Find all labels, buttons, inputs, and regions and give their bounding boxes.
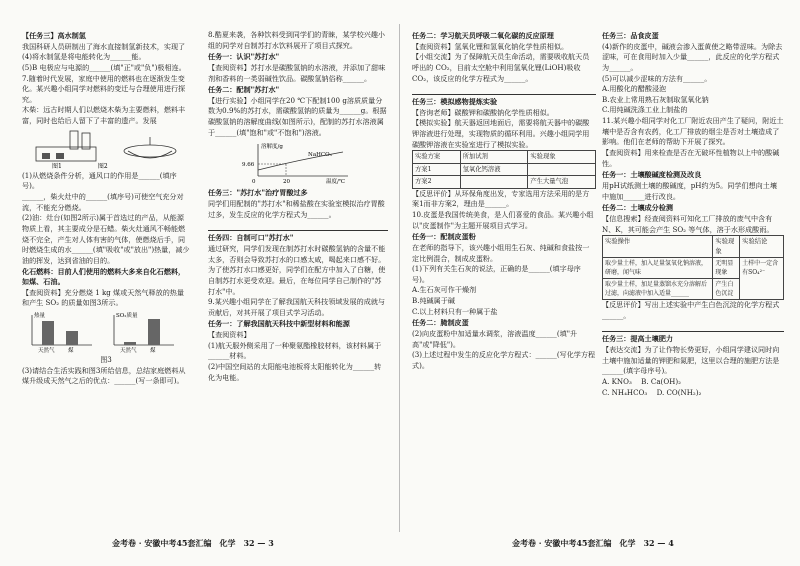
footer-left: 金考卷 · 安徽中考45套汇编 化学 32 — 3 [112, 538, 274, 548]
bar-label: 天然气 [38, 348, 55, 354]
answer-line[interactable] [602, 321, 784, 332]
paragraph: 【查阅资料】氢氧化锂和氢氧化钠化学性质相似。 [412, 41, 569, 51]
bar-coal-so2 [148, 319, 160, 345]
question: (2)向皮蛋粉中加适量水调浆，溶液温度______(填"升高"或"降低")。 [412, 329, 578, 349]
stove-figures [22, 129, 190, 169]
paragraph: 【查阅资料】充分燃烧 1 kg 煤或天然气释放的热量和产生 SO₂ 的质量如图3所示。 [22, 287, 184, 308]
curve-xlabel: 温度/℃ [326, 179, 346, 186]
question: (5)可以减少涩味的方法有______。 [602, 73, 712, 83]
table-cell: 产生白色沉淀 [713, 279, 740, 300]
table-cell[interactable]: 取少量土样，加足量蒸馏水充分溶解后过滤，向滤液中加入适量______ [603, 279, 713, 300]
paragraph: 【查阅资料】苏打水是碳酸氢钠的水溶液，并添加了甜味剂和香料的一类弱碱性饮品。碳酸氢钠俗称______。 [208, 62, 386, 83]
column-2 [208, 30, 388, 383]
question-intro: 7.随着时代发展，家庭中使用的燃料也在逐渐发生变化。某兴趣小组同学对燃料的变迁与合理使用进行探究。 [22, 73, 186, 104]
page-divider [399, 24, 400, 532]
task-heading: 任务二：土壤成分检测 [602, 203, 673, 213]
task-heading: 【任务三】高水制氢 [22, 31, 86, 40]
bar-label: 煤 [68, 348, 74, 354]
option[interactable]: B. Ca(OH)₂ [641, 376, 681, 386]
option[interactable]: A.用酸化的醋酸浸泡 [602, 84, 667, 94]
figure-caption: 图3 [100, 355, 112, 365]
question: (1)从燃烧条件分析，通风口的作用是______(填序号)。 [22, 170, 177, 191]
paragraph: 【信息搜索】经查阅资料可知化工厂排放的废气中含有 N、K，其可能会产生 SO₂ 等气体，溶于水形成酸雨。 [602, 213, 774, 234]
bar-coal-heat [66, 331, 78, 345]
paragraph: 通过研究，同学们发现在制苏打水时碳酸氢钠的含量不能太多，否则会导致苏打水的口感太咸，喝起来口感不好。为了使苏打水口感更好，同学们在配方中加入了白糖，使自制苏打水更受欢迎。最后，在每位同学自己制作的"苏打水"中。 [208, 243, 386, 296]
curve-ylabel: 溶解度/g [261, 144, 283, 151]
options-row [602, 377, 784, 388]
table-header: 实验现象 [713, 236, 740, 258]
question: (2)中国空间站的太阳能电池板将太阳能转化为______转化为电能。 [208, 362, 382, 382]
paragraph: 【反思评价】写出上述实验中产生白色沉淀的化学方程式______。 [602, 300, 780, 320]
table-cell[interactable] [460, 176, 528, 188]
table-cell: 无明显现象 [713, 258, 740, 279]
question: (4)新作的皮蛋中，碱液会渗入蛋黄使之略带涩味。为除去涩味，可在食用时加入少量______，此反应的化学方程式为______。 [602, 41, 783, 72]
question: (3)上述过程中发生的反应化学方程式：______(写化学方程式)。 [412, 350, 596, 370]
option[interactable]: C.用纯碱洗涤工业上制盐的 [602, 105, 688, 115]
column-4 [602, 30, 784, 398]
option[interactable]: C.以上材料只有一种属于盐 [412, 306, 498, 316]
option[interactable]: A.生石灰可作干燥剂 [412, 285, 477, 295]
task-heading: 任务三："苏打水"治疗胃酸过多 [208, 188, 308, 198]
curve-value: 9.66 [242, 162, 255, 169]
table-cell: 取少量土样，加入足量氢氧化钠溶液，研磨，闻气味 [603, 258, 713, 279]
table-cell: 氢氧化钙溶液 [460, 163, 528, 175]
table-cell: 土样中一定含有SO₄²⁻ [740, 258, 784, 300]
paragraph: 【咨询老师】碳酸钾和碳酸钠化学性质相似。 [412, 107, 554, 117]
table-header: 实验现象 [528, 151, 596, 163]
task-heading: 任务四：自制可口"苏打水" [208, 233, 294, 243]
paragraph: 用pH试纸测土壤的酸碱度，pH约为5。同学们想向土壤中施加______进行改良。 [602, 180, 777, 201]
option[interactable]: B.纯碱属于碱 [412, 296, 455, 306]
experiment-table [412, 150, 596, 188]
option[interactable]: C. NH₄HCO₃ [602, 387, 648, 397]
curve-x0: 0 [252, 179, 256, 186]
bar-title-left: 热量 [34, 313, 46, 320]
paragraph: 【反思评价】从环保角度出发，专家选用方法采用的是方案1而非方案2，理由是______。 [412, 188, 590, 209]
task-heading: 任务二：腌制皮蛋 [412, 318, 469, 328]
task-heading: 任务三：提高土壤肥力 [602, 334, 673, 344]
paragraph: 在老师的指导下，该兴趣小组用生石灰、纯碱和食盐按一定比例混合，制成皮蛋粉。 [412, 242, 590, 263]
paragraph: 【模拟实验】航天器返回地面后，需要将航天器中的碳酸钾溶液进行处理，实现物质的循环利用。兴趣小组同学用碳酸钾溶液在实验室进行了模拟实验。 [412, 118, 590, 149]
table-header: 实验操作 [603, 236, 713, 258]
figure-3-bars [22, 311, 190, 353]
table-header: 所加试剂 [460, 151, 528, 163]
bar-label: 煤 [150, 348, 156, 354]
question-intro: 11.某兴趣小组同学对化工厂附近农田产生了疑问，附近土壤中是否含有农药，化工厂排放的烟尘是否对土壤造成了影响。他们在老师的帮助下开展了探究。 [602, 116, 784, 147]
option[interactable]: D. CO(NH₂)₂ [656, 387, 702, 397]
table-header: 实验结论 [740, 236, 784, 258]
task-heading: 任务一：配制皮蛋粉 [412, 232, 476, 242]
paragraph: 【查阅资料】用来检查是否在无破坏性植物以上中的酸碱性。 [602, 148, 780, 168]
table-row [603, 258, 784, 279]
question: ______，柴火灶中的______(填序号)可使空气充分对流，不能充分燃烧。 [22, 192, 184, 212]
column-1 [22, 30, 190, 387]
question: (3)请结合生活实践和图3所给信息，总结家庭燃料从煤升级成天然气之后的优点：______(写一条即可)。 [22, 365, 186, 386]
task-heading: 任务三：品食皮蛋 [602, 31, 659, 40]
paragraph: 【表达交流】为了让作物长势更好，小组同学建议同时向土壤中施加适量的钾肥和氮肥，这里以合理的施肥方法是______(填字母序号)。 [602, 344, 780, 376]
column-3 [412, 30, 596, 372]
question: (1)下列有关生石灰的说法，正确的是______(填字母序号)。 [412, 264, 581, 284]
soil-table [602, 235, 784, 300]
question: (4)将水制氢是将电能转化为______能。 [22, 52, 146, 62]
bar-label: 天然气 [120, 348, 137, 354]
curve-x20: 20 [283, 179, 290, 186]
bar-title-right: SO₂质量 [116, 313, 138, 320]
task-heading: 任务一：认识"苏打水" [208, 52, 280, 62]
answer-line[interactable] [412, 84, 596, 95]
table-row [413, 163, 596, 175]
bar-gas-heat [42, 321, 54, 345]
task-heading: 任务三：模拟感物提炼实验 [412, 97, 498, 107]
table-cell[interactable] [528, 163, 596, 175]
figure-caption: 图1 图2 [52, 162, 108, 169]
options-row [602, 388, 784, 399]
paragraph: 化石燃料：目前人们使用的燃料大多来自化石燃料，如煤、石油。 [22, 266, 186, 287]
task-heading: 任务二：学习航天员呼吸二氧化碳的反应原理 [412, 31, 554, 40]
table-row [413, 176, 596, 188]
solubility-curve [208, 140, 388, 186]
paragraph: 同学们用配制的"苏打水"和稀盐酸在实验室模拟治疗胃酸过多，发生反应的化学方程式为______。 [208, 199, 385, 219]
table-cell: 产生大量气泡 [528, 176, 596, 188]
paragraph: 【进行实验】小组同学在20 ℃下配制100 g溶质质量分数为0.9%的苏打水，需碳酸氢钠的质量为______g。根据碳酸氢钠的溶解度曲线(如图所示)，配制的苏打水溶液属于______(填"饱和"或"不饱和")溶液。 [208, 95, 387, 137]
curve-series: NaHCO₃ [308, 152, 332, 159]
footer-right: 金考卷 · 安徽中考45套汇编 化学 32 — 4 [512, 538, 674, 548]
question-intro: 8.酷夏来袭，各种饮料受到同学们的青睐，某学校兴趣小组的同学对自制苏打水饮料展开了项目式探究。 [208, 30, 386, 50]
task-heading: 任务二：配制"苏打水" [208, 85, 280, 95]
paragraph: 【小组交流】为了保障航天员生命活动，需要吸收航天员呼出的 CO₂，目前太空舱中利用氢氧化锂(LiOH)吸收 CO₂，该反应的化学方程式为______。 [412, 52, 590, 83]
question: (1)航天服外侧采用了一种聚氨酯橡胶材料，该材料属于______材料。 [208, 340, 382, 361]
question-intro: 10.皮蛋是我国传统美食，是人们喜爱的食品。某兴趣小组以"皮蛋制作"为主题开展项目式学习。 [412, 210, 594, 230]
question: (5)B 电极应与电源的______(填"正"或"负")极相连。 [22, 62, 186, 72]
paragraph: 木柴：远古时期人们以燃烧木柴为主要燃料，燃料丰富，同时也给后人留下了丰富的遗产。发展 [22, 105, 186, 126]
question-intro: 9.某兴趣小组同学在了解我国航天科技领域发展的成就与贡献后，对其开展了项目式学习活动。 [208, 297, 386, 317]
task-heading: 任务一：了解我国航天科技中新型材料和能源 [208, 319, 350, 329]
task-heading: 任务一：土壤酸碱度检测及改良 [602, 170, 702, 180]
answer-line[interactable] [208, 220, 388, 231]
option[interactable]: A. KNO₃ [602, 376, 632, 386]
table-cell: 方案1 [413, 163, 461, 175]
paragraph: 我国科研人员研制出了海水直接制氢新技术，实现了 [22, 41, 186, 51]
table-cell: 方案2 [413, 176, 461, 188]
question: (2)油：灶台(如图2所示)属于首选过的产品，从能源物质上看，其主要成分是石蜡。柴火灶通风不畅能燃烧不完全，产生对人体有害的气体，使燃烧后手，同时燃烧生成的水______(填"吸收"或"放出")热量，减少油的挥发，达到省油的目的。 [22, 213, 190, 265]
table-header: 实验方案 [413, 151, 461, 163]
option[interactable]: B.农业上常用熟石灰制取氢氧化钠 [602, 94, 709, 104]
bar-gas-so2 [124, 342, 136, 345]
paragraph: 【查阅资料】 [208, 330, 251, 340]
